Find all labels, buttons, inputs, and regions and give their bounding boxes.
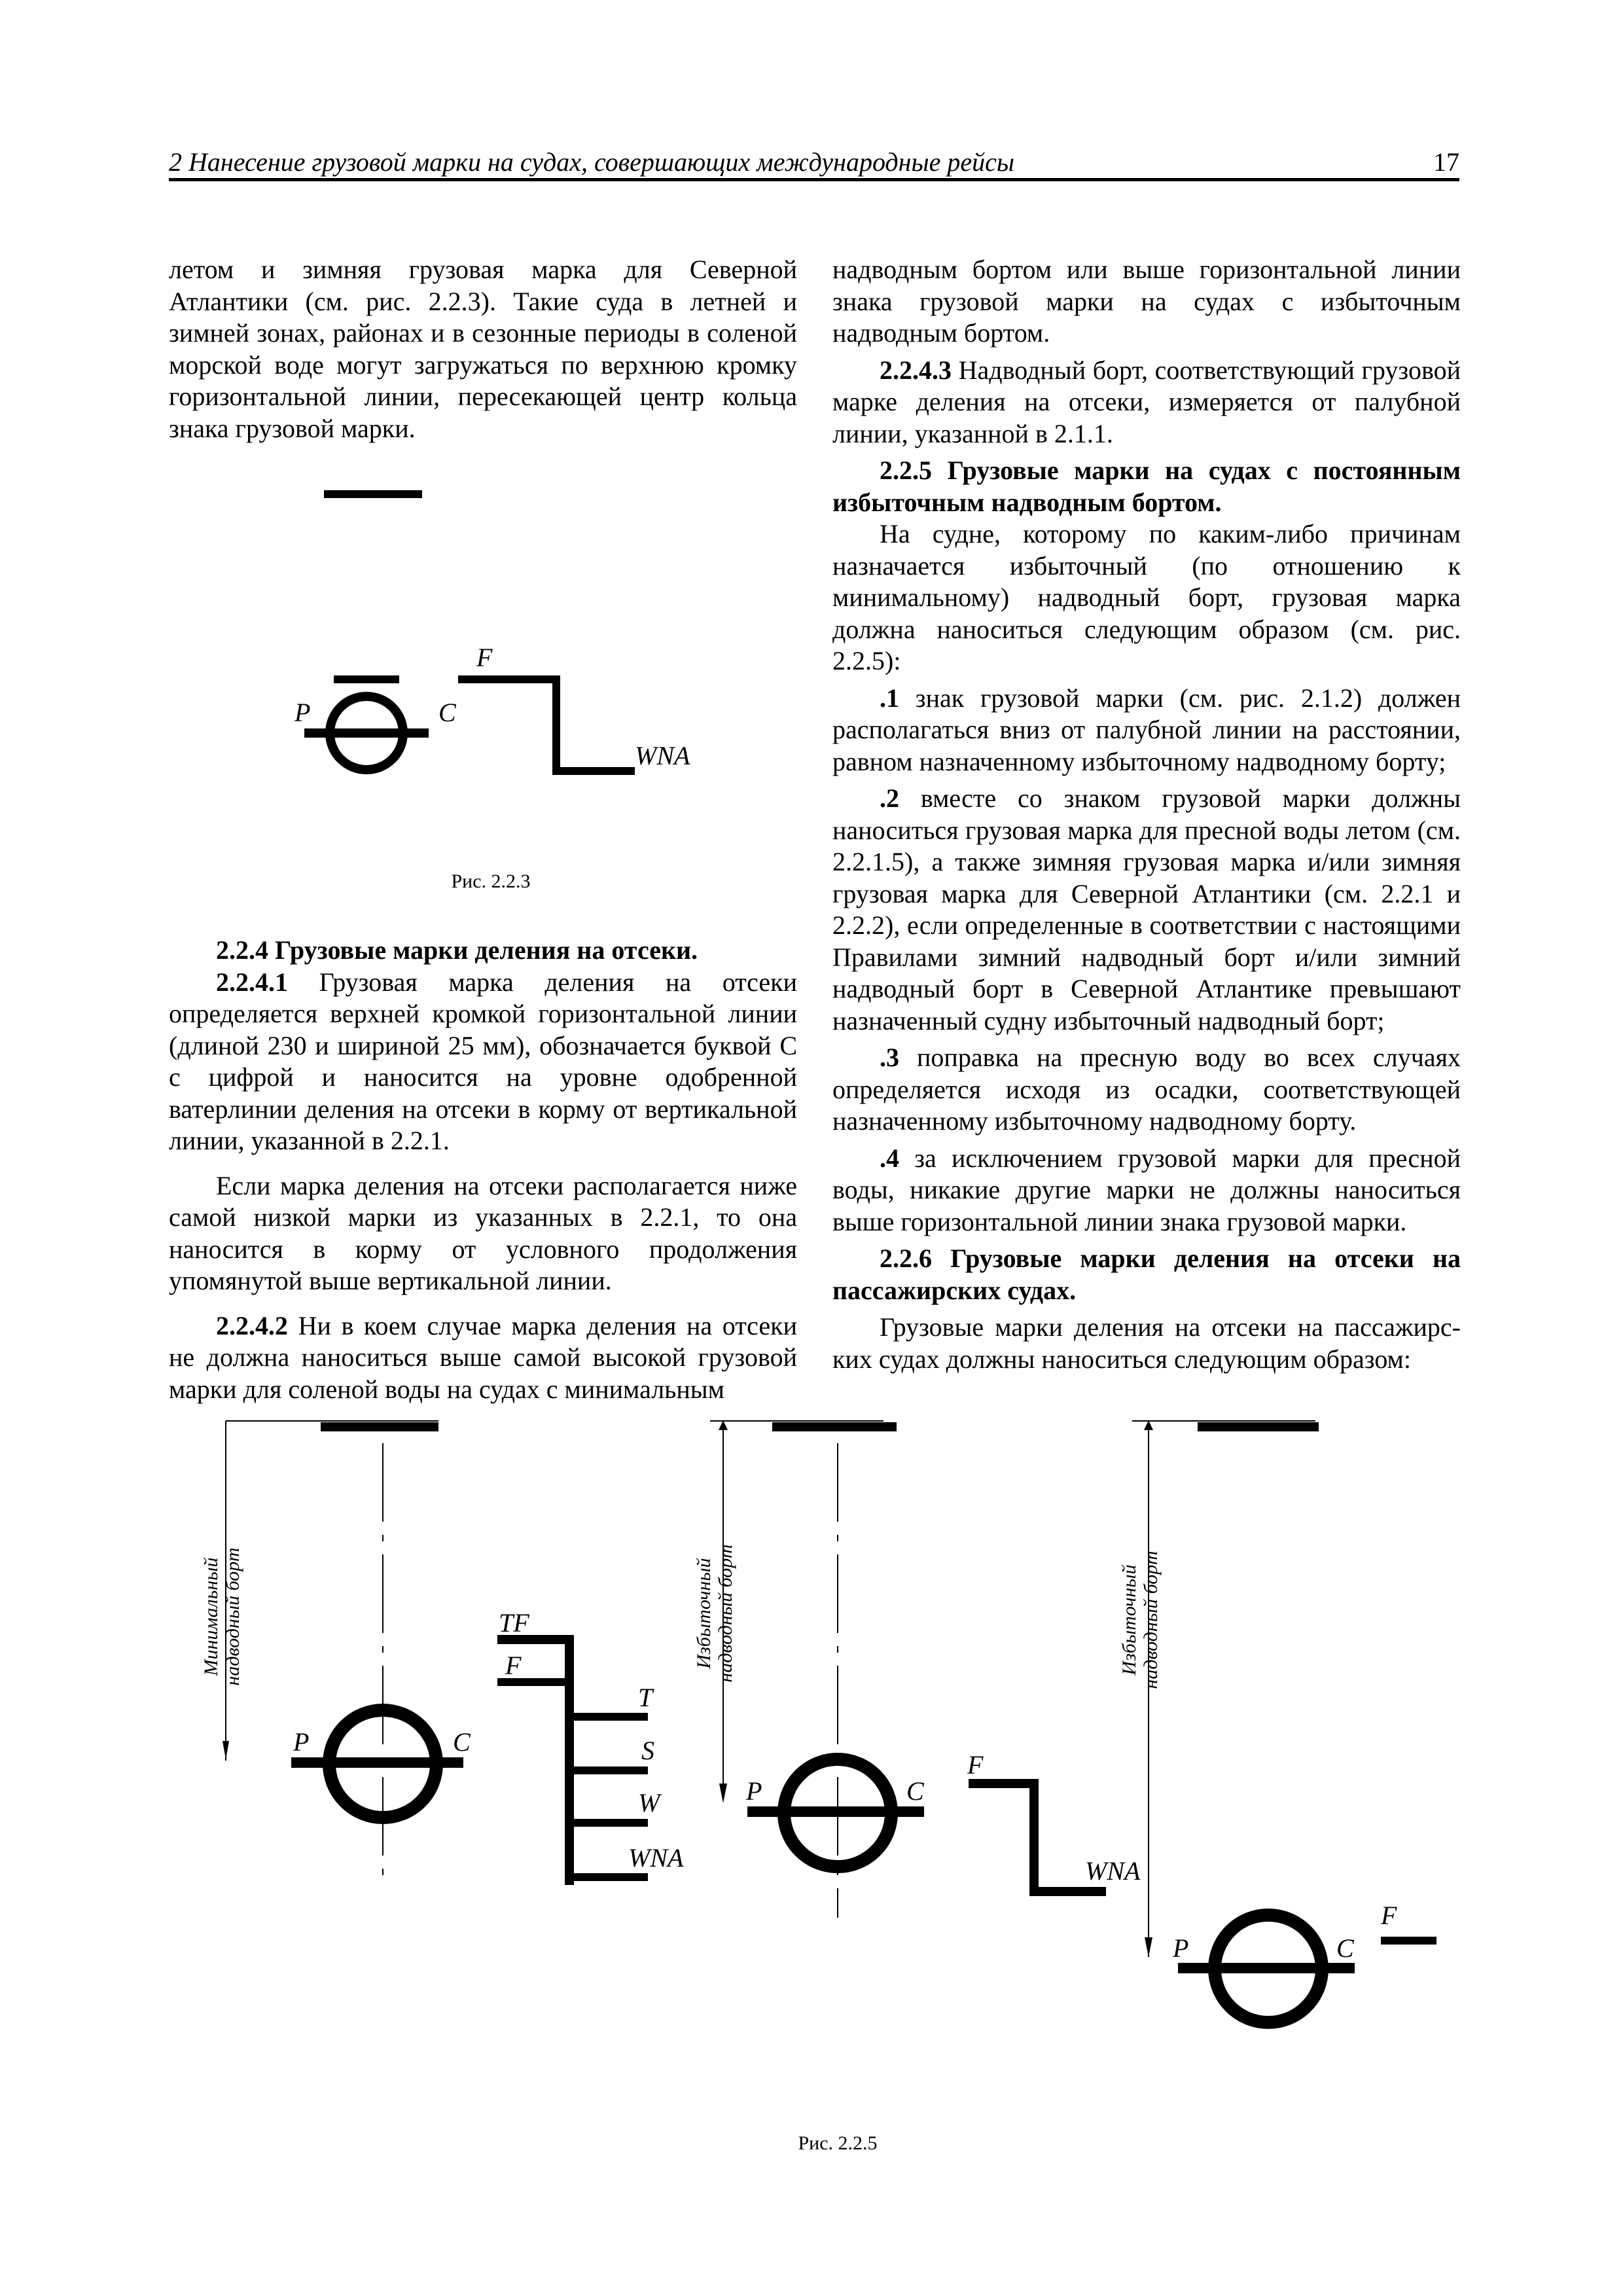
fresh-water-mark	[458, 679, 635, 771]
arrow-down-icon	[223, 1741, 229, 1759]
left-column-intro	[169, 254, 797, 444]
label-f: F	[1381, 1901, 1397, 1930]
arrow-down-icon	[719, 1784, 727, 1803]
label-excess-freeboard-2: надводный борт	[1140, 1551, 1162, 1689]
label-c: C	[1336, 1933, 1354, 1963]
label-w: W	[638, 1788, 660, 1818]
label-tf: TF	[499, 1608, 529, 1638]
label-c: C	[906, 1776, 924, 1806]
label-p: P	[746, 1776, 762, 1806]
paragraph-226-intro: Грузовые марки деления на отсеки на пассажирских судах должны наноситься следующим образом:	[832, 1312, 1461, 1374]
figure-2-2-5	[0, 1420, 1623, 2075]
right-column	[832, 254, 1461, 1375]
section-226-heading: 2.2.6 Грузовые марки деления на отсеки на пассажирских судах.	[832, 1244, 1461, 1305]
panel-excess-freeboard-1	[693, 1420, 1141, 1918]
arrow-up-icon	[1144, 1420, 1153, 1430]
label-f: F	[505, 1651, 522, 1680]
panel-excess-freeboard-2	[1118, 1420, 1436, 2022]
paragraph-2-2-4-1-cont: Если марка деления на отсеки располагается ниже самой низкой марки из указанных в 2.2.1, то она наносится в корму от условного продолжения упомянутой выше вертикальной линии.	[169, 1170, 797, 1295]
label-wna: WNA	[635, 741, 690, 770]
arrow-down-icon	[1145, 1937, 1152, 1957]
figure-2-2-3-caption: Рис. 2.2.3	[451, 870, 531, 892]
label-minimum-freeboard-1: Минимальный	[200, 1557, 222, 1676]
intro-paragraph: летом и зимняя грузовая марка для Северной Атлантики (см. рис. 2.2.3). Такие суда в летней и зимней зонах, районах и в сезонные периоды в соленой морской воде могут загружаться по верхнюю кромку горизонтальной линии, пересекающей центр кольца знака грузовой марки.	[169, 255, 797, 443]
header-title: 2 Нанесение грузовой марки на судах, совершающих международные рейсы	[169, 147, 1014, 177]
page-number: 17	[1433, 147, 1459, 177]
list-item-4: .4 за исключением грузовой марки для пресной воды, никакие другие марки не должны наноситься выше горизонтальной линии знака грузовой марки.	[832, 1143, 1461, 1236]
list-item-2: .2 вместе со знаком грузовой марки должны наноситься грузовая марка для пресной воды летом (см. 2.2.1.5), а также зимняя грузовая марка и/или зимняя грузовая марка для Северной Атлантики (см. 2.2.1 и 2.2.2), если определенные в соответствии с настоящими Правилами зимний надводный борт и/или зимний надводный борт в Северной Атлантике превышают назначенный судну избыточный надводный борт;	[832, 783, 1461, 1035]
paragraph-225-intro: На судне, которому по каким-либо причинам назначается избыточный (по отношению к минимальному) надводный борт, грузовая марка должна наноситься следующим образом (см. рис. 2.2.5):	[832, 519, 1461, 675]
list-item-3: .3 поправка на пресную воду во всех случаях определяется исходя из осадки, соответствующей назначенному избыточному надводному борту.	[832, 1043, 1461, 1136]
running-header	[169, 145, 1459, 181]
paragraph-cont: надводным бортом или выше горизонтальной линии знака грузовой марки на судах с избыточным надводным бортом.	[832, 255, 1461, 348]
label-f: F	[476, 643, 493, 672]
label-minimum-freeboard-2: надводный борт	[222, 1547, 243, 1686]
label-p: P	[1173, 1933, 1189, 1963]
left-column-section-224	[169, 935, 797, 1405]
label-c: C	[438, 698, 456, 727]
figure-2-2-3	[281, 471, 740, 838]
label-f: F	[967, 1750, 984, 1780]
label-p: P	[293, 1727, 310, 1757]
figure-2-2-5-caption: Рис. 2.2.5	[798, 2132, 878, 2154]
label-c: C	[453, 1727, 471, 1757]
label-excess-freeboard-1: Избыточный	[693, 1558, 715, 1669]
label-excess-freeboard-2: надводный борт	[715, 1544, 736, 1683]
label-excess-freeboard-1: Избыточный	[1118, 1564, 1140, 1676]
list-item-1: .1 знак грузовой марки (см. рис. 2.1.2) должен располагаться вниз от палубной линии на расстоянии, равном назначенному избыточному надводному борту;	[832, 683, 1461, 776]
label-p: P	[294, 698, 311, 727]
paragraph-2-2-4-1: 2.2.4.1 Грузовая марка деления на отсеки определяется верхней кромкой горизонтальной линии (длиной 230 и шириной 25 мм), обозначается буквой С с цифрой и наносится на уровне одобренной ватерлинии деления на отсеки в корму от вертикальной линии, указанной в 2.2.1.	[169, 967, 797, 1155]
label-wna: WNA	[628, 1843, 684, 1873]
section-224-heading: 2.2.4 Грузовые марки деления на отсеки.	[216, 935, 698, 965]
paragraph-2-2-4-2: 2.2.4.2 Ни в коем случае марка деления на отсеки не должна наноситься выше самой высокой грузовой марки для соленой воды на судах с минимальным	[169, 1310, 797, 1404]
section-225-heading: 2.2.5 Грузовые марки на судах с постоянным избыточным надводным бортом.	[832, 456, 1461, 517]
panel-minimum-freeboard	[200, 1421, 684, 1885]
paragraph-2-2-4-3: 2.2.4.3 Надводный борт, соответствующий грузовой марке деления на отсеки, измеряется от палубной линии, указанной в 2.1.1.	[832, 355, 1461, 448]
label-t: T	[638, 1683, 653, 1712]
label-s: S	[641, 1736, 654, 1765]
arrow-up-icon	[719, 1420, 728, 1430]
label-wna: WNA	[1085, 1856, 1141, 1886]
